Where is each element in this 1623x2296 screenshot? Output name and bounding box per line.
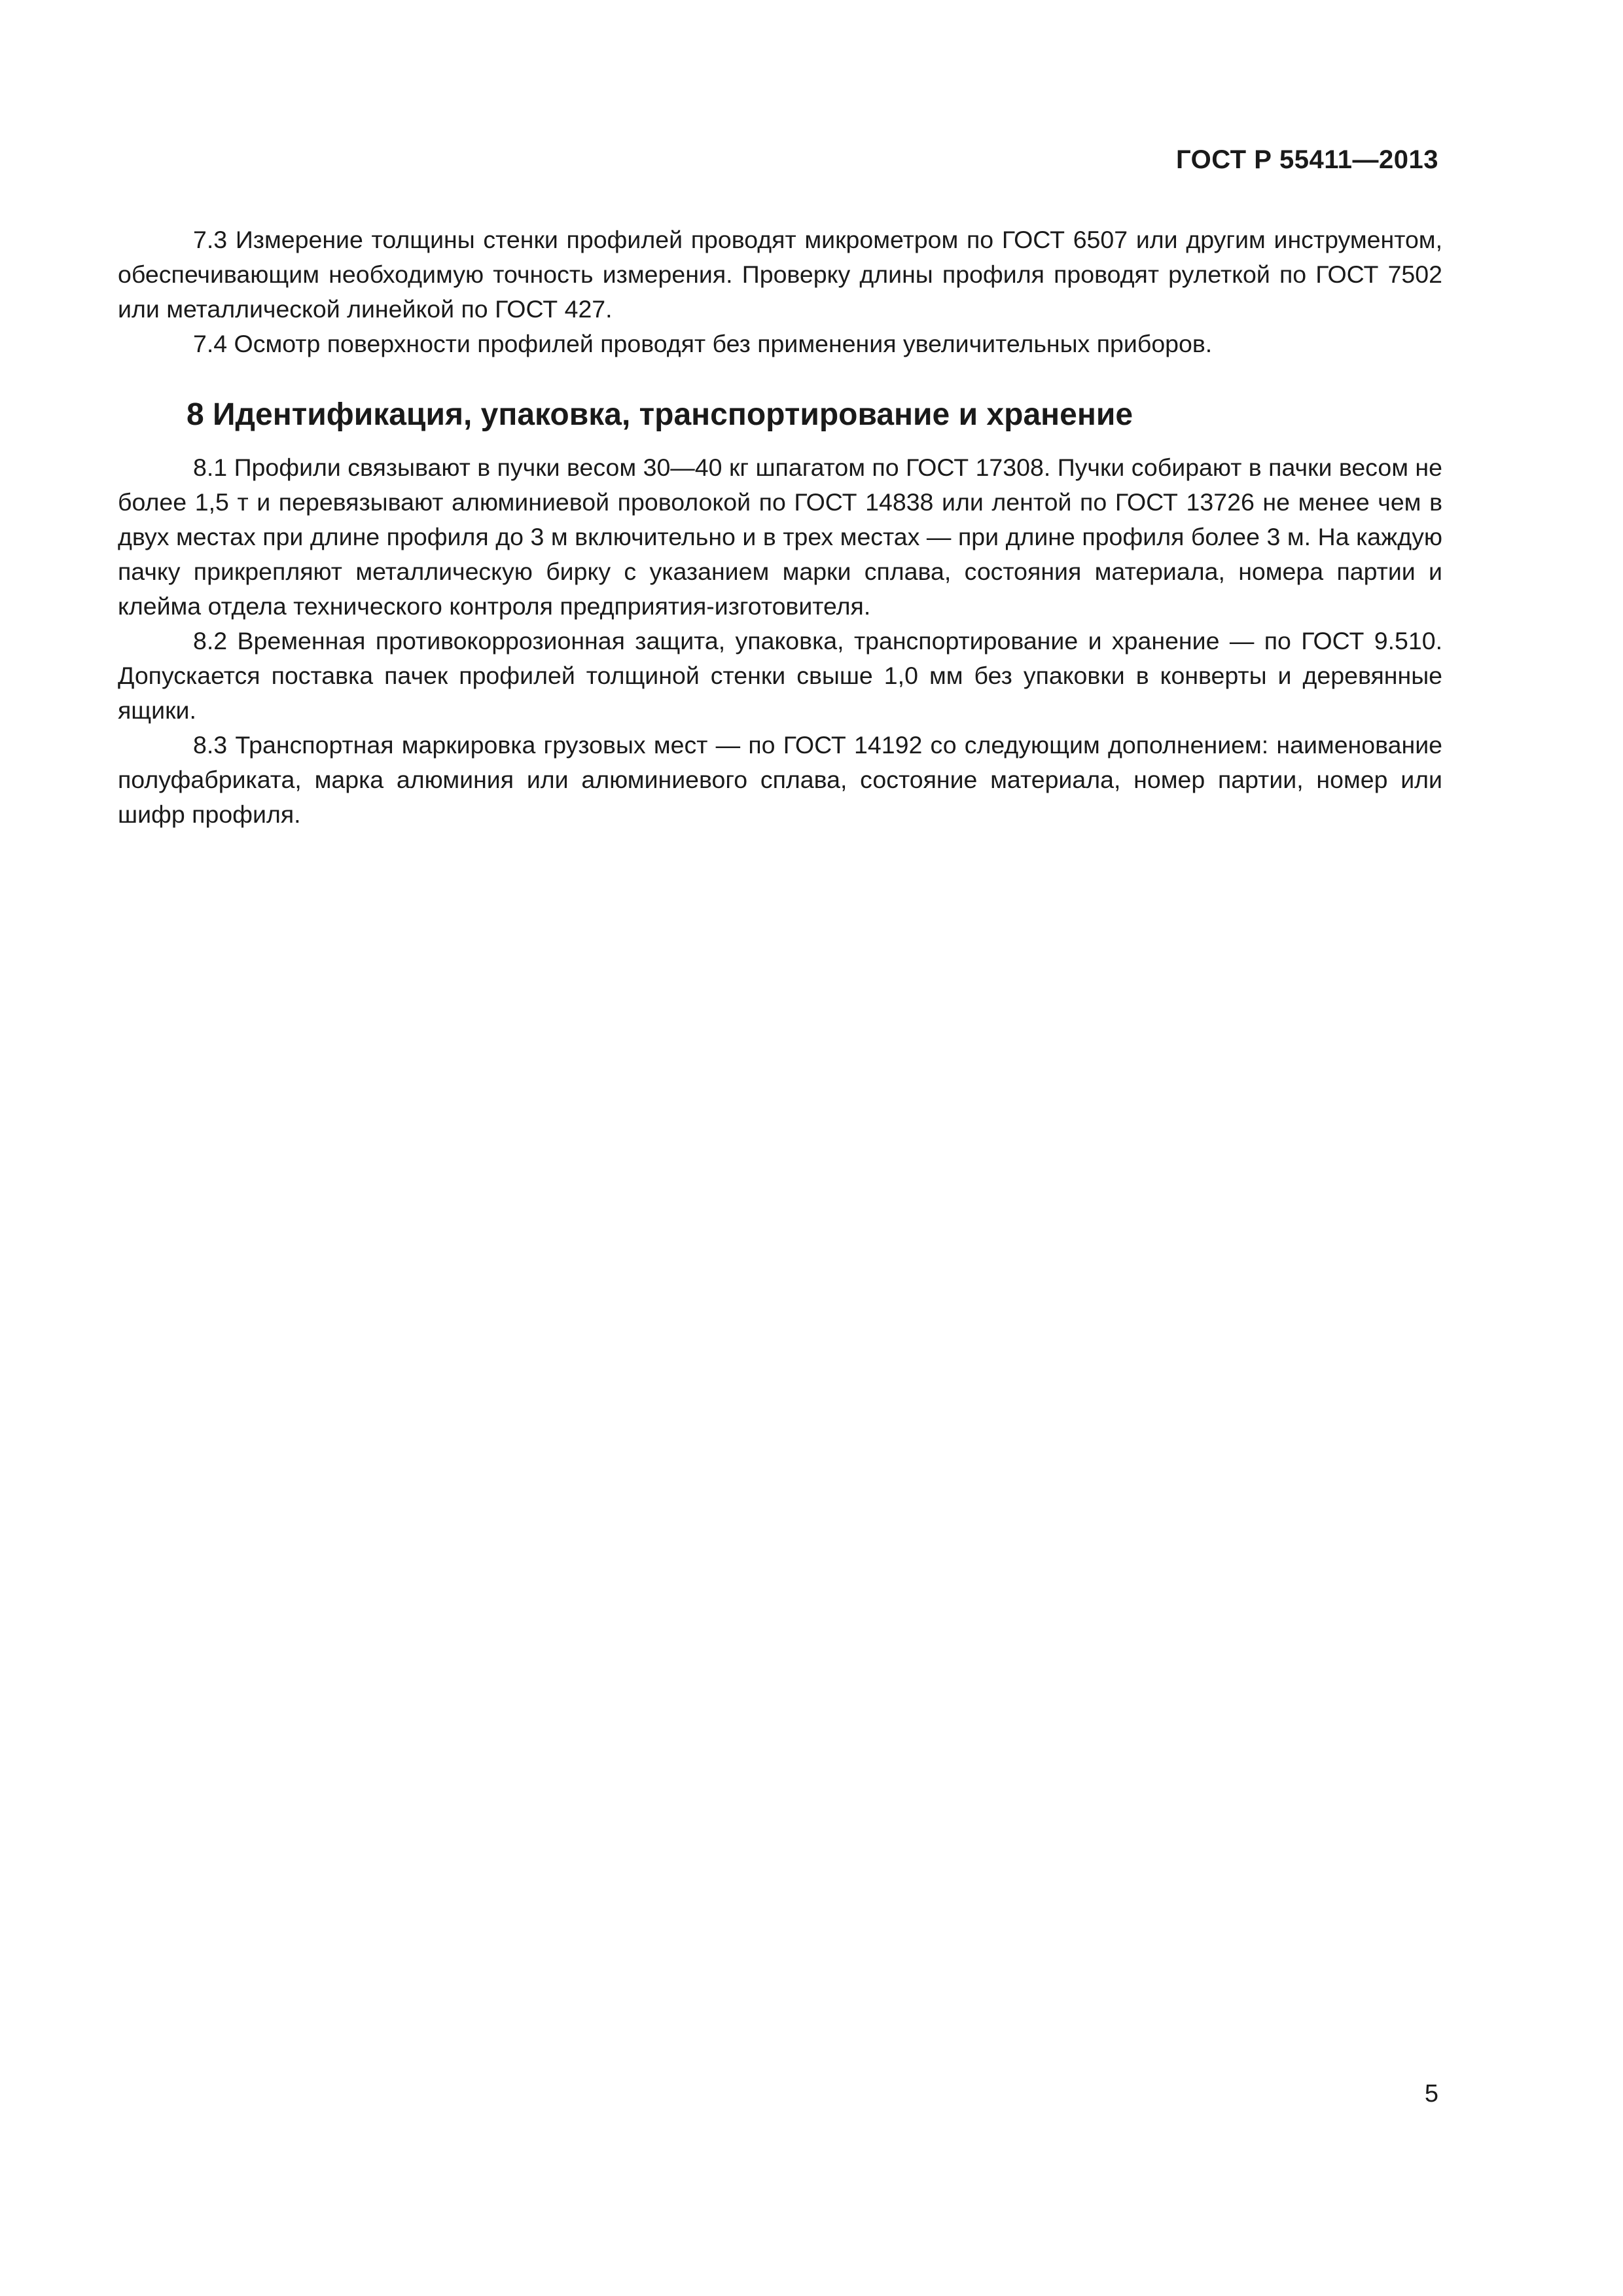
paragraph-8-2: 8.2 Временная противокоррозионная защита, упаковка, транспортирование и хранение — по ГОСТ 9.510. Допускается поставка пачек профилей толщиной стенки свыше 1,0 мм без упаковки в конверты и деревянные ящики. <box>118 627 1442 724</box>
section-8-heading: 8 Идентификация, упаковка, транспортирование и хранение <box>187 397 1133 432</box>
paragraph-8-1: 8.1 Профили связывают в пучки весом 30—40 кг шпагатом по ГОСТ 17308. Пучки собирают в пачки весом не более 1,5 т и перевязывают алюминиевой проволокой по ГОСТ 14838 или лентой по ГОСТ 13726 не менее чем в двух местах при длине профиля до 3 м включительно и в трех местах — при длине профиля более 3 м. На каждую пачку прикрепляют металлическую бирку с указанием марки сплава, состояния материала, номера партии и клейма отдела технического контроля предприятия-изготовителя. <box>118 454 1442 620</box>
page-number: 5 <box>1424 2080 1438 2108</box>
document-code: ГОСТ Р 55411—2013 <box>1176 145 1438 174</box>
paragraph-7-3: 7.3 Измерение толщины стенки профилей проводят микрометром по ГОСТ 6507 или другим инструментом, обеспечивающим необходимую точность измерения. Проверку длины профиля проводят рулеткой по ГОСТ 7502 или металлической линейкой по ГОСТ 427. <box>118 226 1442 323</box>
paragraph-7-4: 7.4 Осмотр поверхности профилей проводят без применения увеличительных приборов. <box>193 330 1213 357</box>
paragraph-8-3: 8.3 Транспортная маркировка грузовых мест — по ГОСТ 14192 со следующим дополнением: наименование полуфабриката, марка алюминия или алюминиевого сплава, состояние материала, номер партии, номер или шифр профиля. <box>118 731 1442 828</box>
document-body <box>118 223 1442 832</box>
